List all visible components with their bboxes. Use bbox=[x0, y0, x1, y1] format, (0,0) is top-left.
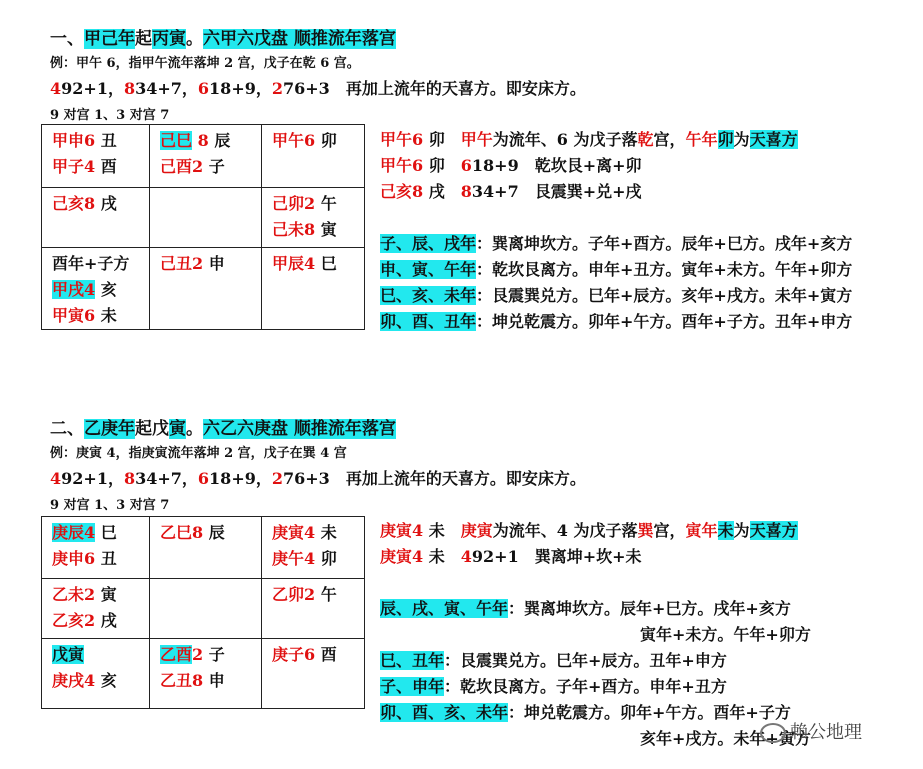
palace-cell: 己卯2 午 己未8 寅 bbox=[262, 188, 365, 248]
palace-cell: 庚辰4 巳 庚申6 丑 bbox=[42, 517, 150, 579]
palace-cell: 己丑2 申 bbox=[150, 248, 262, 330]
palace-cell: 己巳 8 辰 己酉2 子 bbox=[150, 125, 262, 188]
title-years: 甲己年 bbox=[84, 29, 135, 49]
title-start: 丙寅 bbox=[152, 29, 186, 49]
section2-explanation: 庚寅4 未 庚寅为流年、4 为戊子落巽宫，寅年未为天喜方 庚寅4 未 492+1 巽离坤+坎+未 bbox=[380, 521, 798, 566]
palace-cell: 乙未2 寅 乙亥2 戌 bbox=[42, 579, 150, 639]
section2-title: 二、乙庚年起戊寅。六乙六庚盘 顺推流年落宫 bbox=[50, 419, 396, 439]
section1-palace-grid bbox=[41, 124, 365, 330]
section2-palace-grid bbox=[41, 516, 365, 709]
section2-rules: 辰、戌、寅、午年：巽离坤坎方。辰年+巳方。戌年+亥方 寅年+未方。午年+卯方 巳、丑年：艮震巽兑方。巳年+辰方。丑年+申方 子、申年：乾坎艮离方。子年+酉方。申年+丑方 卯、酉、亥、未年：坤兑乾震方。卯年+午方。酉年+子方 亥年+戌方。未年+寅方 bbox=[380, 599, 811, 748]
watermark bbox=[760, 718, 862, 744]
palace-cell: 乙巳8 辰 bbox=[150, 517, 262, 579]
section1-explanation: 甲午6 卯 甲午为流年、6 为戊子落乾宫，午年卯为天喜方 甲午6 卯 618+9 乾坎艮+离+卯 己亥8 戌 834+7 艮震巽+兑+戌 bbox=[380, 130, 798, 201]
section2-opposite: 9 对宫 1、3 对宫 7 bbox=[50, 498, 170, 513]
section1-formula: 492+1，834+7，618+9，276+3 再加上流年的天喜方。即安床方。 bbox=[50, 79, 586, 98]
watermark-text: 赖公地理 bbox=[790, 722, 862, 743]
palace-cell: 甲申6 丑 甲子4 酉 bbox=[42, 125, 150, 188]
palace-cell-center bbox=[150, 188, 262, 248]
section1-opposite: 9 对宫 1、3 对宫 7 bbox=[50, 108, 170, 123]
title-word: 起 bbox=[135, 29, 152, 49]
section2-formula: 492+1，834+7，618+9，276+3 再加上流年的天喜方。即安床方。 bbox=[50, 469, 586, 488]
palace-cell-center bbox=[150, 579, 262, 639]
palace-cell: 己亥8 戌 bbox=[42, 188, 150, 248]
title-prefix: 一、 bbox=[50, 29, 84, 49]
palace-cell: 甲辰4 巳 bbox=[262, 248, 365, 330]
section2-example: 例：庚寅 4，指庚寅流年落坤 2 宫，戊子在巽 4 宫 bbox=[50, 446, 347, 461]
palace-cell: 戊寅 庚戌4 亥 bbox=[42, 639, 150, 709]
palace-cell: 乙卯2 午 bbox=[262, 579, 365, 639]
palace-cell: 庚寅4 未 庚午4 卯 bbox=[262, 517, 365, 579]
palace-cell: 甲午6 卯 bbox=[262, 125, 365, 188]
palace-cell: 酉年+子方 甲戌4 亥 甲寅6 未 bbox=[42, 248, 150, 330]
section1-rules: 子、辰、戌年：巽离坤坎方。子年+酉方。辰年+巳方。戌年+亥方 申、寅、午年：乾坎艮离方。申年+丑方。寅年+未方。午年+卯方 巳、亥、未年：艮震巽兑方。巳年+辰方。亥年+戌方。未年+寅方 卯、酉、丑年：坤兑乾震方。卯年+午方。酉年+子方。丑年+申方 bbox=[380, 234, 853, 331]
palace-cell: 乙酉2 子 乙丑8 申 bbox=[150, 639, 262, 709]
title-desc: 六甲六戊盘 顺推流年落宫 bbox=[203, 29, 396, 49]
palace-cell: 庚子6 酉 bbox=[262, 639, 365, 709]
section1-title bbox=[50, 24, 396, 49]
title-dot: 。 bbox=[186, 29, 203, 49]
section1-example: 例：甲午 6，指甲午流年落坤 2 宫，戊子在乾 6 宫。 bbox=[50, 56, 360, 71]
wechat-icon bbox=[760, 723, 786, 743]
